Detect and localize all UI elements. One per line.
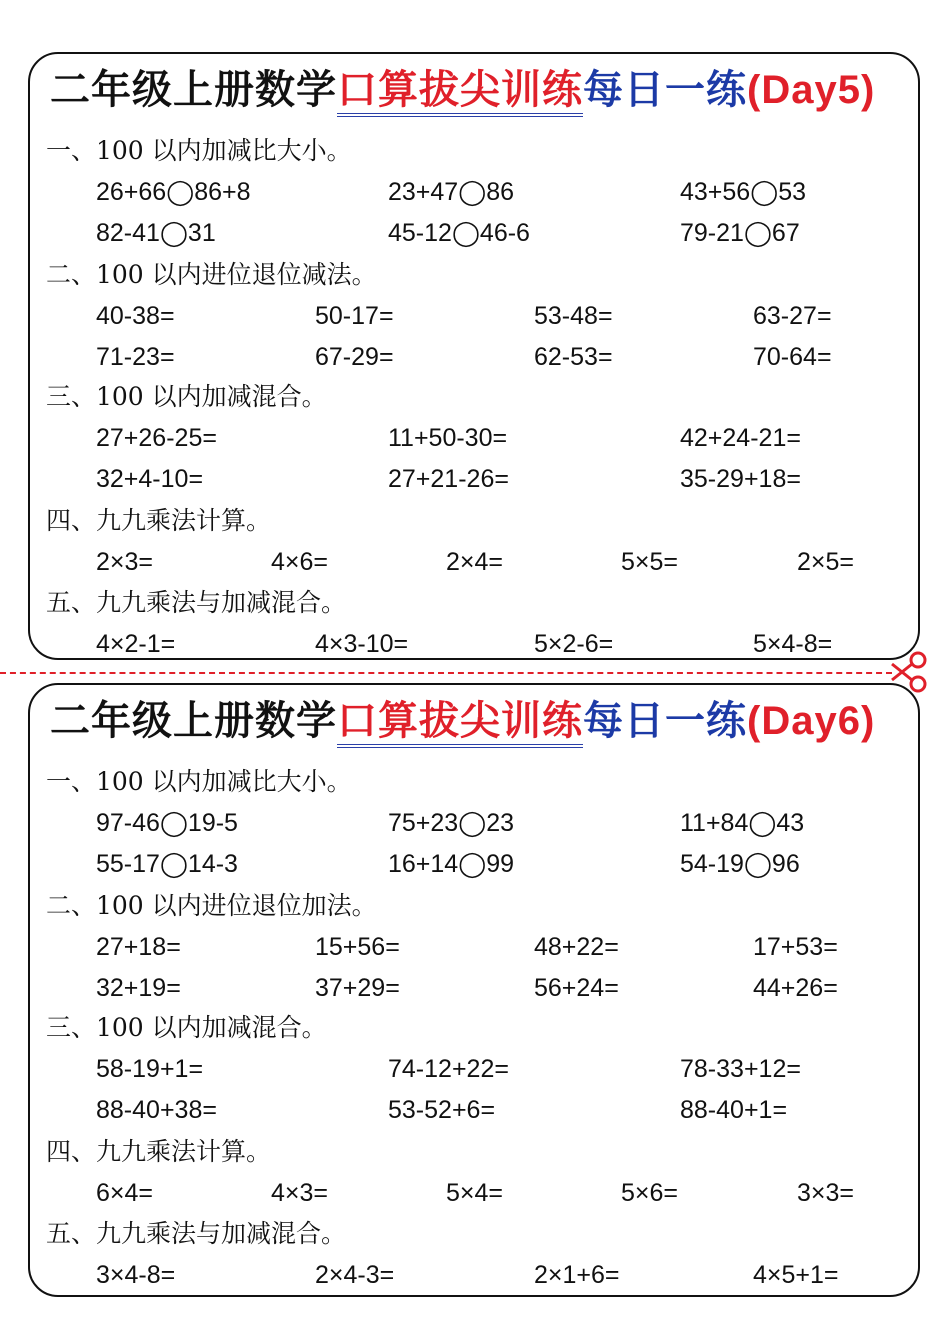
problem-item: 16+14◯99 [388, 850, 515, 878]
problem-item: 4×3= [271, 1179, 329, 1207]
problem-item: 2×1+6= [534, 1261, 620, 1289]
problem-item: 88-40+38= [96, 1096, 217, 1124]
section-heading: 三、100 以内加减混合。 [46, 1013, 327, 1042]
problem-item: 6×4= [96, 1179, 154, 1207]
problem-item: 3×4-8= [96, 1261, 176, 1289]
problem-item: 58-19+1= [96, 1055, 204, 1083]
problem-item: 4×2-1= [96, 630, 176, 658]
section-heading: 二、100 以内进位退位减法。 [46, 260, 377, 289]
title-day: (Day6) [747, 699, 876, 743]
problem-item: 15+56= [315, 933, 400, 961]
problem-item: 50-17= [315, 302, 394, 330]
problem-item: 42+24-21= [680, 424, 801, 452]
problem-item: 78-33+12= [680, 1055, 801, 1083]
problem-item: 5×5= [621, 548, 679, 576]
title-grade: 二年级上册数学 [50, 697, 337, 744]
problem-item: 74-12+22= [388, 1055, 509, 1083]
problem-item: 2×3= [96, 548, 154, 576]
problem-item: 11+84◯43 [680, 809, 805, 837]
problem-item: 3×3= [797, 1179, 855, 1207]
problem-item: 32+19= [96, 974, 181, 1002]
section-heading: 四、九九乘法计算。 [46, 506, 272, 535]
problem-item: 35-29+18= [680, 465, 801, 493]
problem-item: 23+47◯86 [388, 178, 515, 206]
problem-item: 79-21◯67 [680, 219, 800, 247]
worksheet-day6 [28, 683, 920, 1297]
problem-item: 4×6= [271, 548, 329, 576]
problem-item: 62-53= [534, 343, 613, 371]
section-heading: 五、九九乘法与加减混合。 [46, 1219, 347, 1248]
title-grade: 二年级上册数学 [50, 66, 337, 113]
problem-item: 48+22= [534, 933, 619, 961]
problem-item: 27+26-25= [96, 424, 217, 452]
problem-item: 40-38= [96, 302, 175, 330]
problem-item: 67-29= [315, 343, 394, 371]
problem-item: 70-64= [753, 343, 832, 371]
problem-item: 56+24= [534, 974, 619, 1002]
problem-item: 2×5= [797, 548, 855, 576]
problem-item: 2×4-3= [315, 1261, 395, 1289]
scissors-icon [888, 650, 930, 694]
problem-item: 5×2-6= [534, 630, 614, 658]
title-training: 口算拔尖训练 [337, 697, 583, 748]
problem-item: 63-27= [753, 302, 832, 330]
problem-item: 5×4= [446, 1179, 504, 1207]
title-daily: 每日一练 [583, 697, 747, 744]
problem-item: 54-19◯96 [680, 850, 800, 878]
section-heading: 四、九九乘法计算。 [46, 1137, 272, 1166]
problem-item: 5×4-8= [753, 630, 833, 658]
problem-item: 17+53= [753, 933, 838, 961]
worksheet-title [50, 62, 875, 118]
section-heading: 五、九九乘法与加减混合。 [46, 588, 347, 617]
title-daily: 每日一练 [583, 66, 747, 113]
problem-item: 32+4-10= [96, 465, 204, 493]
problem-item: 45-12◯46-6 [388, 219, 530, 247]
title-training: 口算拔尖训练 [337, 66, 583, 117]
title-day: (Day5) [747, 68, 876, 112]
section-heading: 一、100 以内加减比大小。 [46, 136, 352, 165]
problem-item: 97-46◯19-5 [96, 809, 238, 837]
problem-item: 4×3-10= [315, 630, 409, 658]
problem-item: 37+29= [315, 974, 400, 1002]
worksheet-title [50, 693, 875, 749]
problem-item: 88-40+1= [680, 1096, 788, 1124]
problem-item: 2×4= [446, 548, 504, 576]
problem-item: 27+18= [96, 933, 181, 961]
section-heading: 二、100 以内进位退位加法。 [46, 891, 377, 920]
problem-item: 75+23◯23 [388, 809, 515, 837]
problem-item: 53-48= [534, 302, 613, 330]
problem-item: 5×6= [621, 1179, 679, 1207]
problem-item: 11+50-30= [388, 424, 508, 452]
problem-item: 44+26= [753, 974, 838, 1002]
section-heading: 三、100 以内加减混合。 [46, 382, 327, 411]
problem-item: 4×5+1= [753, 1261, 839, 1289]
problem-item: 53-52+6= [388, 1096, 496, 1124]
problem-item: 82-41◯31 [96, 219, 216, 247]
cut-line [0, 672, 892, 674]
worksheet-day5 [28, 52, 920, 660]
problem-item: 27+21-26= [388, 465, 509, 493]
problem-item: 55-17◯14-3 [96, 850, 238, 878]
problem-item: 71-23= [96, 343, 175, 371]
problem-item: 26+66◯86+8 [96, 178, 251, 206]
problem-item: 43+56◯53 [680, 178, 807, 206]
section-heading: 一、100 以内加减比大小。 [46, 767, 352, 796]
